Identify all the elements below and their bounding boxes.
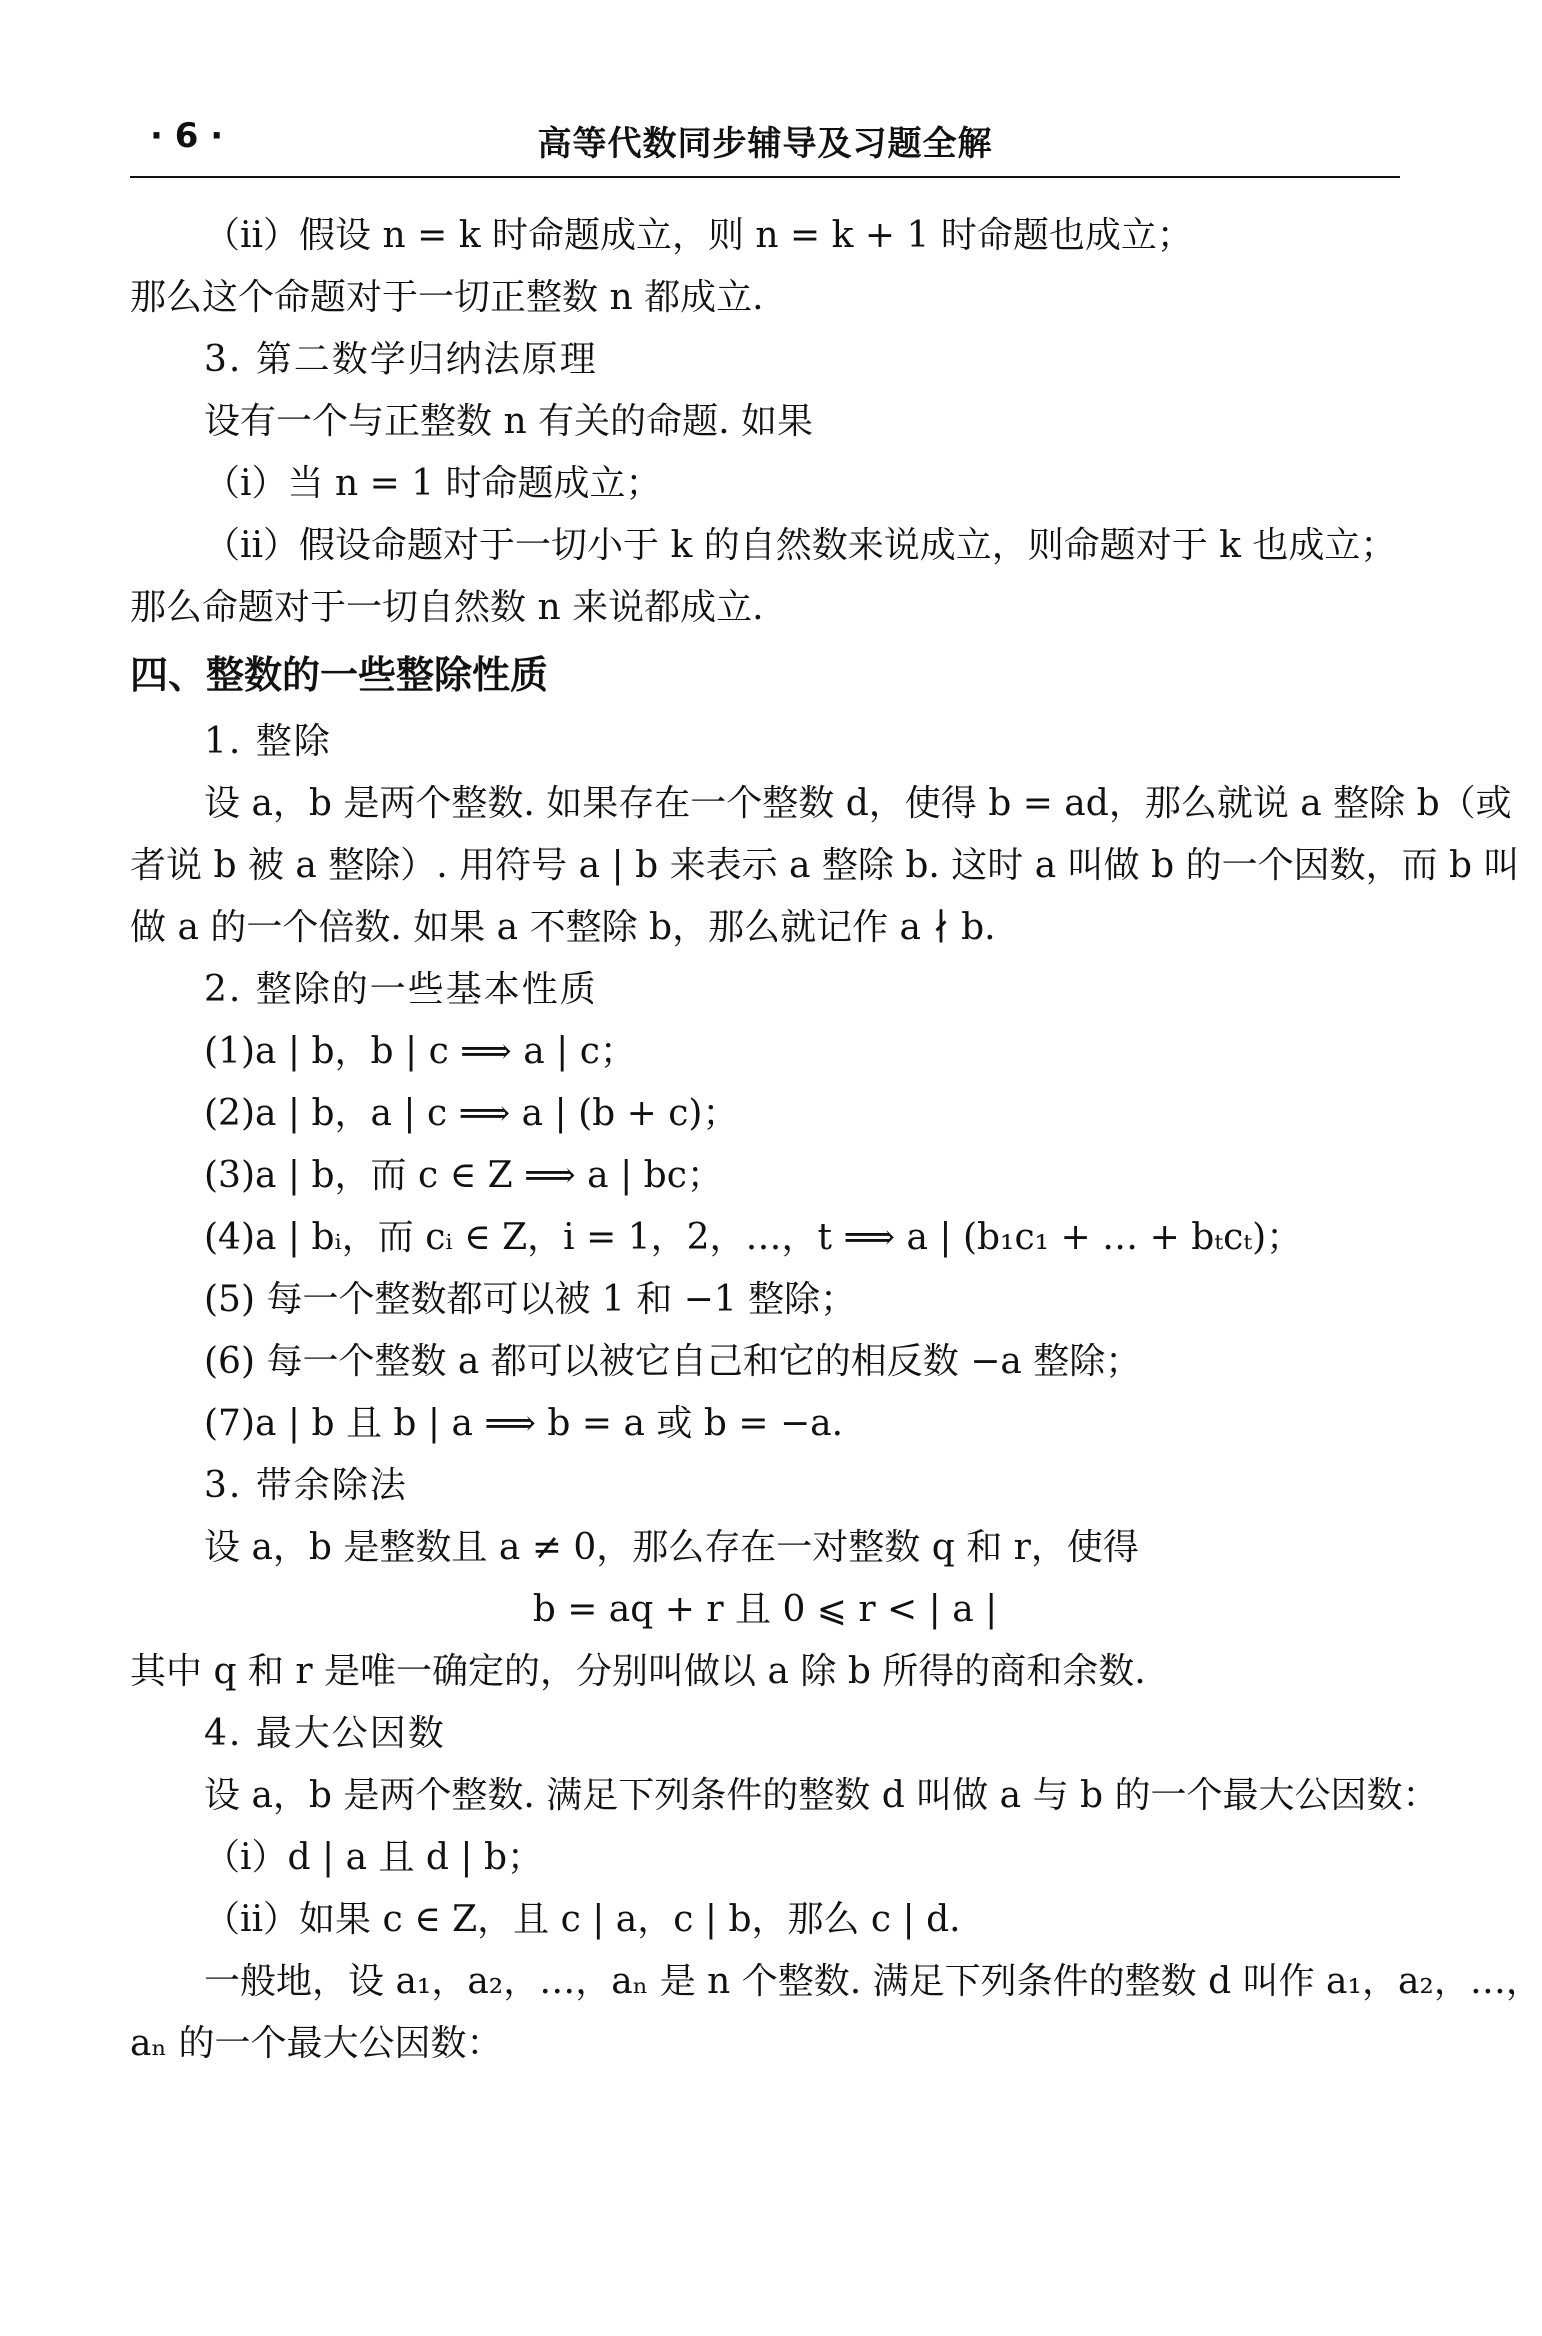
page-header — [130, 112, 1400, 174]
subsection-heading: 3. 带余除法 — [204, 1465, 408, 1506]
text-line: 一般地，设 a₁，a₂，…，aₙ 是 n 个整数. 满足下列条件的整数 d 叫作 a₁，a₂，…， — [204, 1961, 1542, 2002]
subsection-heading: 2. 整除的一些基本性质 — [204, 969, 598, 1010]
text-line: （ⅰ）当 n = 1 时命题成立； — [204, 463, 662, 504]
text-line: (3)a | b，而 c ∈ Z ⟹ a | bc； — [204, 1155, 723, 1196]
text-line: 那么命题对于一切自然数 n 来说都成立. — [130, 587, 764, 628]
page-body — [130, 205, 1542, 2075]
text-line: 其中 q 和 r 是唯一确定的，分别叫做以 a 除 b 所得的商和余数. — [130, 1651, 1146, 1692]
text-line: （ⅱ）假设 n = k 时命题成立，则 n = k + 1 时命题也成立； — [204, 215, 1193, 256]
subsection-heading: 4. 最大公因数 — [204, 1713, 446, 1754]
subsection-heading: 3. 第二数学归纳法原理 — [204, 339, 598, 380]
text-line: (4)a | bᵢ，而 cᵢ ∈ Z，i = 1，2，…，t ⟹ a | (b₁c₁ + … + bₜcₜ)； — [204, 1217, 1303, 1258]
text-line: b = aq + r 且 0 ⩽ r < | a | — [532, 1589, 998, 1630]
section-heading: 四、整数的一些整除性质 — [130, 653, 549, 697]
text-line: 设 a，b 是两个整数. 如果存在一个整数 d，使得 b = ad，那么就说 a 整除 b（或 — [204, 783, 1512, 824]
page-number: · 6 · — [150, 116, 224, 156]
text-line: 设有一个与正整数 n 有关的命题. 如果 — [204, 401, 813, 442]
text-line: 设 a，b 是整数且 a ≠ 0，那么存在一对整数 q 和 r，使得 — [204, 1527, 1139, 1568]
text-line: 那么这个命题对于一切正整数 n 都成立. — [130, 277, 764, 318]
text-line: （ⅰ）d | a 且 d | b； — [204, 1837, 544, 1878]
text-line: 者说 b 被 a 整除）. 用符号 a | b 来表示 a 整除 b. 这时 a 叫做 b 的一个因数，而 b 叫 — [130, 845, 1520, 886]
header-rule — [130, 176, 1400, 178]
running-title: 高等代数同步辅导及习题全解 — [537, 124, 993, 164]
text-line: （ⅱ）假设命题对于一切小于 k 的自然数来说成立，则命题对于 k 也成立； — [204, 525, 1397, 566]
text-line: (2)a | b，a | c ⟹ a | (b + c)； — [204, 1093, 739, 1134]
text-line: aₙ 的一个最大公因数： — [130, 2023, 503, 2064]
text-line: 设 a，b 是两个整数. 满足下列条件的整数 d 叫做 a 与 b 的一个最大公因数： — [204, 1775, 1439, 1816]
text-line: 做 a 的一个倍数. 如果 a 不整除 b，那么就记作 a ∤ b. — [130, 907, 996, 948]
text-line: (1)a | b，b | c ⟹ a | c； — [204, 1031, 636, 1072]
text-line: （ⅱ）如果 c ∈ Z，且 c | a，c | b，那么 c | d. — [204, 1899, 961, 1940]
subsection-heading: 1. 整除 — [204, 721, 332, 762]
text-line: (5) 每一个整数都可以被 1 和 −1 整除； — [204, 1279, 857, 1320]
text-line: (7)a | b 且 b | a ⟹ b = a 或 b = −a. — [204, 1403, 844, 1444]
text-line: (6) 每一个整数 a 都可以被它自己和它的相反数 −a 整除； — [204, 1341, 1142, 1382]
